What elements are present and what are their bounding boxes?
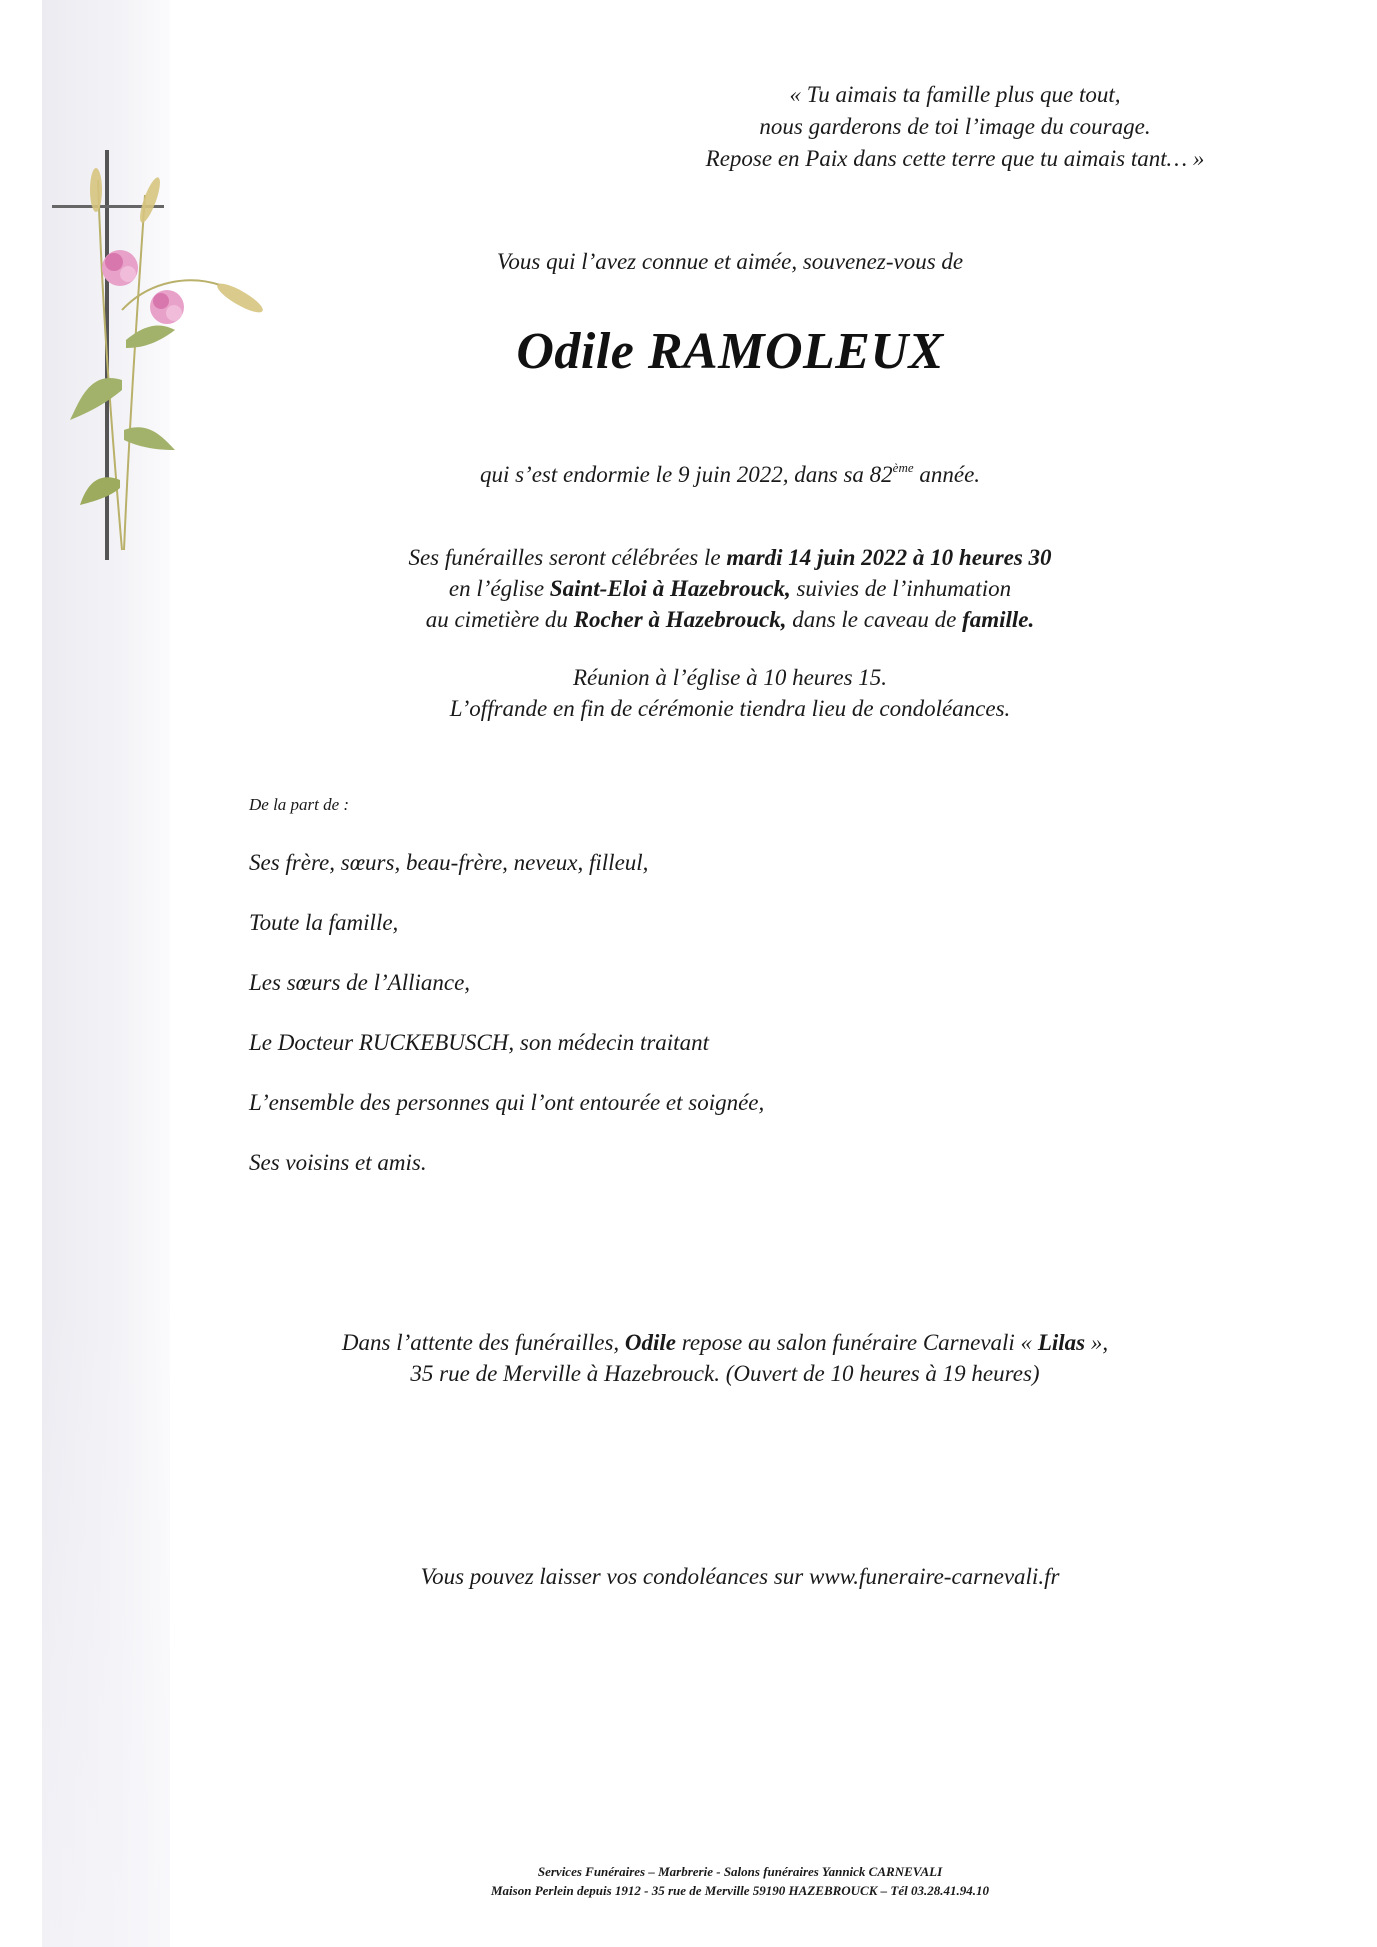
funeral-text: dans le caveau de	[786, 607, 963, 632]
wheat-ear	[90, 168, 102, 212]
wake-info	[250, 1327, 1200, 1389]
family-item: Ses voisins et amis.	[249, 1150, 427, 1175]
wheat-ear	[136, 175, 164, 224]
meeting-line: Réunion à l’église à 10 heures 15.	[572, 665, 888, 690]
quote-line: Repose en Paix dans cette terre que tu aimais tant… »	[705, 146, 1205, 171]
footer	[330, 1862, 1150, 1900]
family-item: L’ensemble des personnes qui l’ont entourée et soignée,	[249, 1090, 765, 1115]
ordinal-suffix: ème	[892, 460, 914, 475]
quote-line: nous garderons de toi l’image du courage.	[759, 114, 1151, 139]
funeral-details	[300, 542, 1160, 635]
salon-name: Lilas	[1037, 1330, 1086, 1355]
epitaph-quote	[600, 79, 1310, 175]
family-item: Toute la famille,	[249, 910, 399, 935]
funeral-line-1	[300, 542, 1160, 573]
funeral-datetime: mardi 14 juin 2022 à 10 heures 30	[726, 545, 1052, 570]
family-item: Le Docteur RUCKEBUSCH, son médecin traitant	[249, 1030, 709, 1055]
remember-line: Vous qui l’avez connue et aimée, souvenez-vous de	[496, 249, 964, 274]
wake-address: 35 rue de Merville à Hazebrouck. (Ouvert de 10 heures à 19 heures)	[410, 1361, 1040, 1386]
deceased-first-name: Odile	[624, 1330, 677, 1355]
wake-text: »,	[1085, 1330, 1109, 1355]
funeral-text: en l’église	[448, 576, 550, 601]
footer-line: Maison Perlein depuis 1912 - 35 rue de Merville 59190 HAZEBROUCK – Tél 03.28.41.94.10	[491, 1883, 989, 1898]
cross-wheat-roses-icon	[50, 150, 280, 570]
leaf	[124, 427, 175, 450]
passing-line	[300, 460, 1160, 488]
quote-line: « Tu aimais ta famille plus que tout,	[789, 82, 1121, 107]
rose-upper	[102, 250, 138, 286]
passing-text-end: année.	[913, 462, 981, 487]
from-label: De la part de :	[249, 795, 350, 814]
deceased-name: Odile RAMOLEUX	[516, 323, 944, 380]
wake-line-1	[250, 1327, 1200, 1358]
family-item: Les sœurs de l’Alliance,	[249, 970, 471, 995]
church-name: Saint-Eloi à Hazebrouck,	[549, 576, 791, 601]
side-band-fade	[42, 1290, 170, 1947]
leaf	[126, 326, 175, 348]
funeral-text: Ses funérailles seront célébrées le	[408, 545, 727, 570]
wake-text: repose au salon funéraire Carnevali «	[676, 1330, 1038, 1355]
wheat-ear	[214, 279, 266, 317]
family-item: Ses frère, sœurs, beau-frère, neveux, filleul,	[249, 850, 649, 875]
meeting-info	[300, 662, 1160, 724]
wake-text: Dans l’attente des funérailles,	[341, 1330, 625, 1355]
rose-lower	[150, 290, 184, 324]
passing-text: qui s’est endormie le 9 juin 2022, dans sa 82	[479, 462, 893, 487]
funeral-line-2	[300, 573, 1160, 604]
funeral-text: au cimetière du	[425, 607, 574, 632]
funeral-text-bold: famille.	[962, 607, 1035, 632]
offering-line: L’offrande en fin de cérémonie tiendra lieu de condoléances.	[449, 696, 1011, 721]
family-list	[249, 848, 764, 1208]
funeral-line-3	[300, 604, 1160, 635]
funeral-text: suivies de l’inhumation	[790, 576, 1012, 601]
leaf	[70, 378, 122, 420]
footer-line: Services Funéraires – Marbrerie - Salons funéraires Yannick CARNEVALI	[537, 1864, 943, 1879]
leaf	[80, 477, 120, 505]
wheat-stem-right	[124, 195, 145, 550]
cemetery-name: Rocher à Hazebrouck,	[573, 607, 787, 632]
condolences-line: Vous pouvez laisser vos condoléances sur www.funeraire-carnevali.fr	[420, 1564, 1060, 1589]
